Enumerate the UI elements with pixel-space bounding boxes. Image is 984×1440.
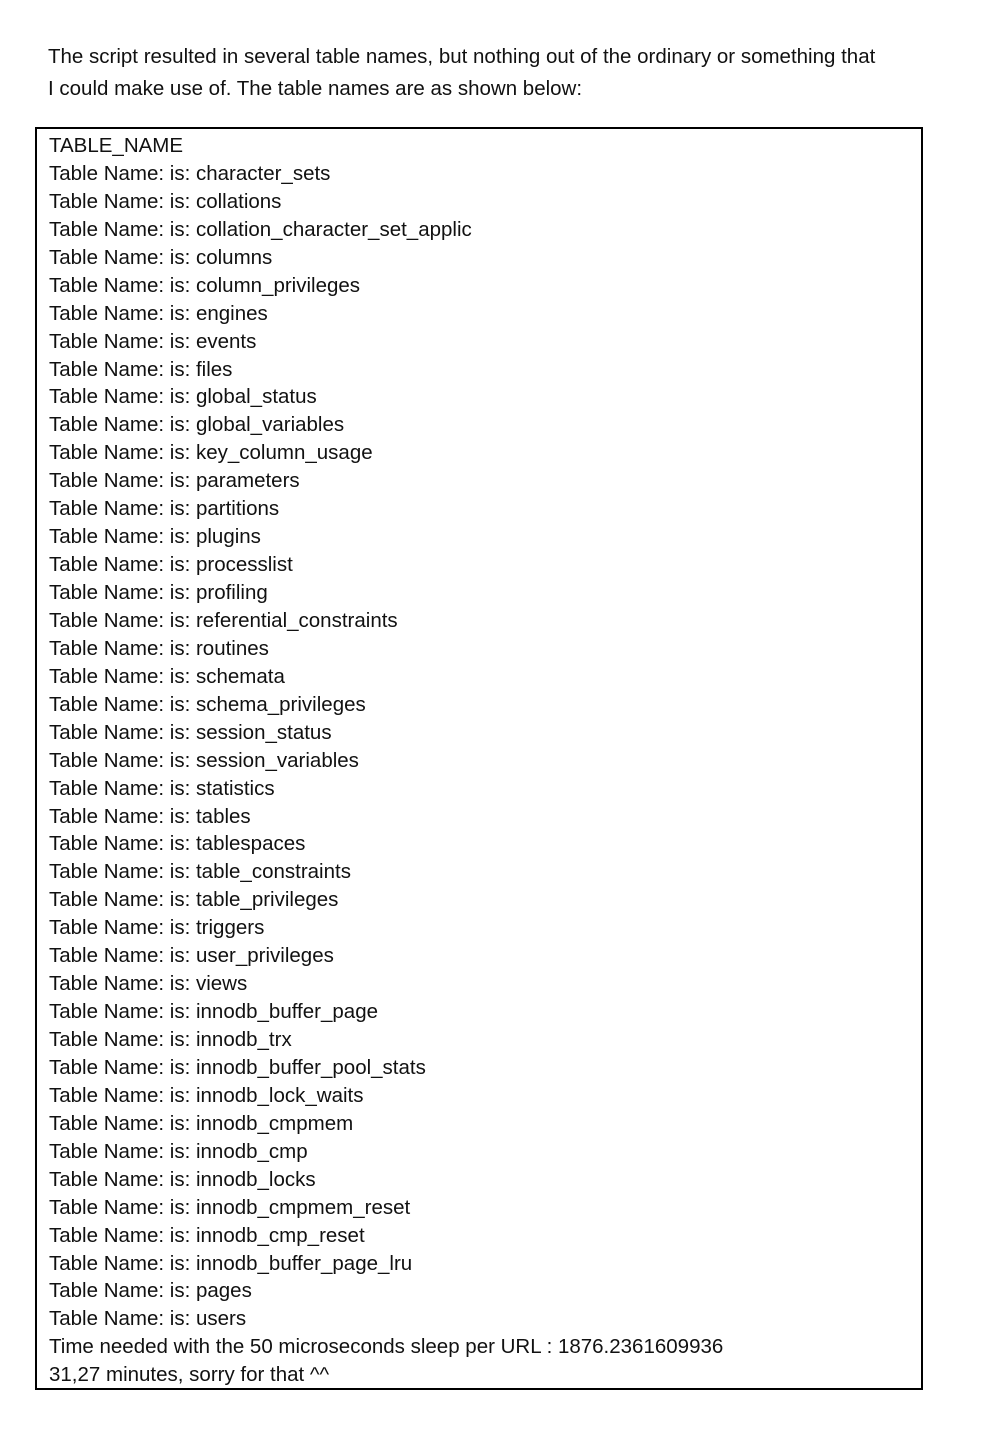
table-name-row: Table Name: is: schemata xyxy=(49,664,285,688)
table-name-row: Table Name: is: pages xyxy=(49,1279,252,1303)
table-name-row: Table Name: is: tablespaces xyxy=(49,832,306,856)
table-name-row: Table Name: is: innodb_buffer_page xyxy=(49,1000,378,1024)
table-name-row: Table Name: is: innodb_cmp_reset xyxy=(49,1223,365,1247)
table-name-row: Table Name: is: character_sets xyxy=(49,161,331,185)
table-name-list xyxy=(49,160,921,1333)
table-name-row: Table Name: is: column_privileges xyxy=(49,273,361,297)
table-name-row: Table Name: is: innodb_locks xyxy=(49,1167,316,1191)
table-name-row: Table Name: is: key_column_usage xyxy=(49,441,373,465)
table-name-row: Table Name: is: events xyxy=(49,329,257,353)
script-output-box xyxy=(35,127,923,1390)
timing-line: Time needed with the 50 microseconds sleep per URL : 1876.2361609936 xyxy=(49,1335,724,1359)
table-name-row: Table Name: is: global_variables xyxy=(49,413,345,437)
intro-line-1: The script resulted in several table names, but nothing out of the ordinary or something that xyxy=(48,45,876,68)
table-name-row: Table Name: is: statistics xyxy=(49,776,275,800)
table-name-row: Table Name: is: columns xyxy=(49,245,273,269)
table-name-row: Table Name: is: table_constraints xyxy=(49,860,351,884)
table-name-row: Table Name: is: innodb_trx xyxy=(49,1028,292,1051)
intro-line-2: I could make use of. The table names are as shown below: xyxy=(48,77,583,100)
table-name-row: Table Name: is: innodb_cmpmem_reset xyxy=(49,1195,411,1219)
table-name-row: Table Name: is: user_privileges xyxy=(49,944,334,968)
table-name-row: Table Name: is: innodb_lock_waits xyxy=(49,1083,364,1107)
table-name-row: Table Name: is: collation_character_set_applic xyxy=(49,217,472,241)
intro-paragraph xyxy=(48,41,928,105)
table-name-row: Table Name: is: users xyxy=(49,1307,247,1331)
table-name-row: Table Name: is: views xyxy=(49,972,248,996)
table-name-row: Table Name: is: innodb_buffer_page_lru xyxy=(49,1251,413,1275)
table-name-row: Table Name: is: parameters xyxy=(49,469,300,493)
table-name-row: Table Name: is: processlist xyxy=(49,553,293,577)
table-name-row: Table Name: is: schema_privileges xyxy=(49,692,366,716)
table-name-row: Table Name: is: profiling xyxy=(49,581,268,604)
table-name-row: Table Name: is: plugins xyxy=(49,525,261,549)
table-name-row: Table Name: is: session_status xyxy=(49,720,332,744)
table-name-row: Table Name: is: engines xyxy=(49,301,268,325)
table-name-row: Table Name: is: collations xyxy=(49,189,282,213)
summary-line: 31,27 minutes, sorry for that ^^ xyxy=(49,1363,330,1387)
table-name-row: Table Name: is: innodb_cmp xyxy=(49,1139,308,1163)
table-name-row: Table Name: is: files xyxy=(49,357,233,381)
table-name-row: Table Name: is: table_privileges xyxy=(49,888,339,912)
table-name-row: Table Name: is: session_variables xyxy=(49,748,359,772)
table-name-row: Table Name: is: partitions xyxy=(49,497,280,521)
table-name-row: Table Name: is: global_status xyxy=(49,385,317,409)
table-name-row: Table Name: is: referential_constraints xyxy=(49,608,398,632)
table-name-row: Table Name: is: innodb_buffer_pool_stats xyxy=(49,1055,426,1079)
output-header: TABLE_NAME xyxy=(49,134,184,157)
table-name-row: Table Name: is: tables xyxy=(49,804,251,828)
table-name-row: Table Name: is: routines xyxy=(49,636,269,660)
table-name-row: Table Name: is: triggers xyxy=(49,916,265,940)
table-name-row: Table Name: is: innodb_cmpmem xyxy=(49,1111,354,1135)
